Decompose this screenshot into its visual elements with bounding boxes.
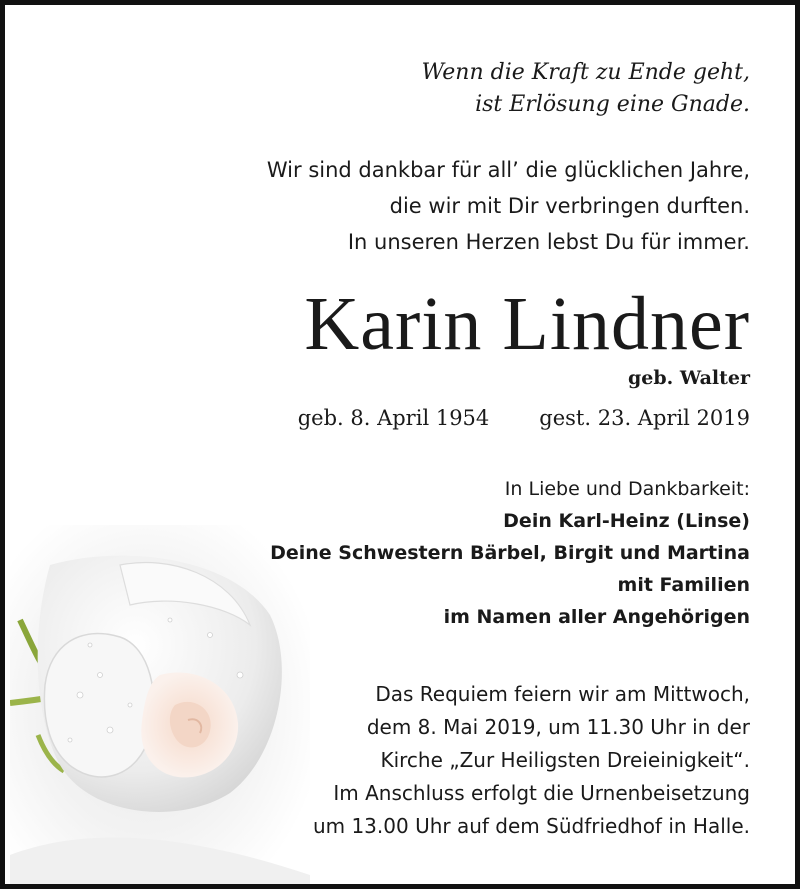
requiem-announcement <box>313 678 750 843</box>
death-date: gest. 23. April 2019 <box>539 406 750 430</box>
mourner-line: Dein Karl-Heinz (Linse) <box>503 510 750 532</box>
mourners-intro: In Liebe und Dankbarkeit: <box>504 478 750 500</box>
requiem-line: Kirche „Zur Heiligsten Dreieinigkeit“. <box>380 748 750 772</box>
life-dates <box>298 403 750 433</box>
white-rose-image <box>10 525 310 889</box>
maiden-name: geb. Walter <box>628 367 750 389</box>
requiem-line: Im Anschluss erfolgt die Urnenbeisetzung <box>333 781 750 805</box>
gratitude-line: Wir sind dankbar für all’ die glücklichen Jahre, <box>266 158 750 182</box>
requiem-line: dem 8. Mai 2019, um 11.30 Uhr in der <box>366 715 750 739</box>
birth-date: geb. 8. April 1954 <box>297 406 490 430</box>
motto-line: Wenn die Kraft zu Ende geht, <box>421 60 750 85</box>
gratitude-line: die wir mit Dir verbringen durften. <box>389 194 750 218</box>
requiem-line: Das Requiem feiern wir am Mittwoch, <box>375 682 750 706</box>
mourner-line: Deine Schwestern Bärbel, Birgit und Martina <box>270 542 750 564</box>
motto-line: ist Erlösung eine Gnade. <box>475 92 750 117</box>
mourners-list <box>270 473 750 633</box>
gratitude-line: In unseren Herzen lebst Du für immer. <box>347 230 750 254</box>
mourner-line: mit Familien <box>617 574 750 596</box>
deceased-name: Karin Lindner <box>304 282 750 366</box>
motto-quote <box>421 57 750 121</box>
requiem-line: um 13.00 Uhr auf dem Südfriedhof in Halle. <box>312 814 750 838</box>
mourner-line: im Namen aller Angehörigen <box>443 606 750 628</box>
gratitude-text <box>267 152 750 260</box>
